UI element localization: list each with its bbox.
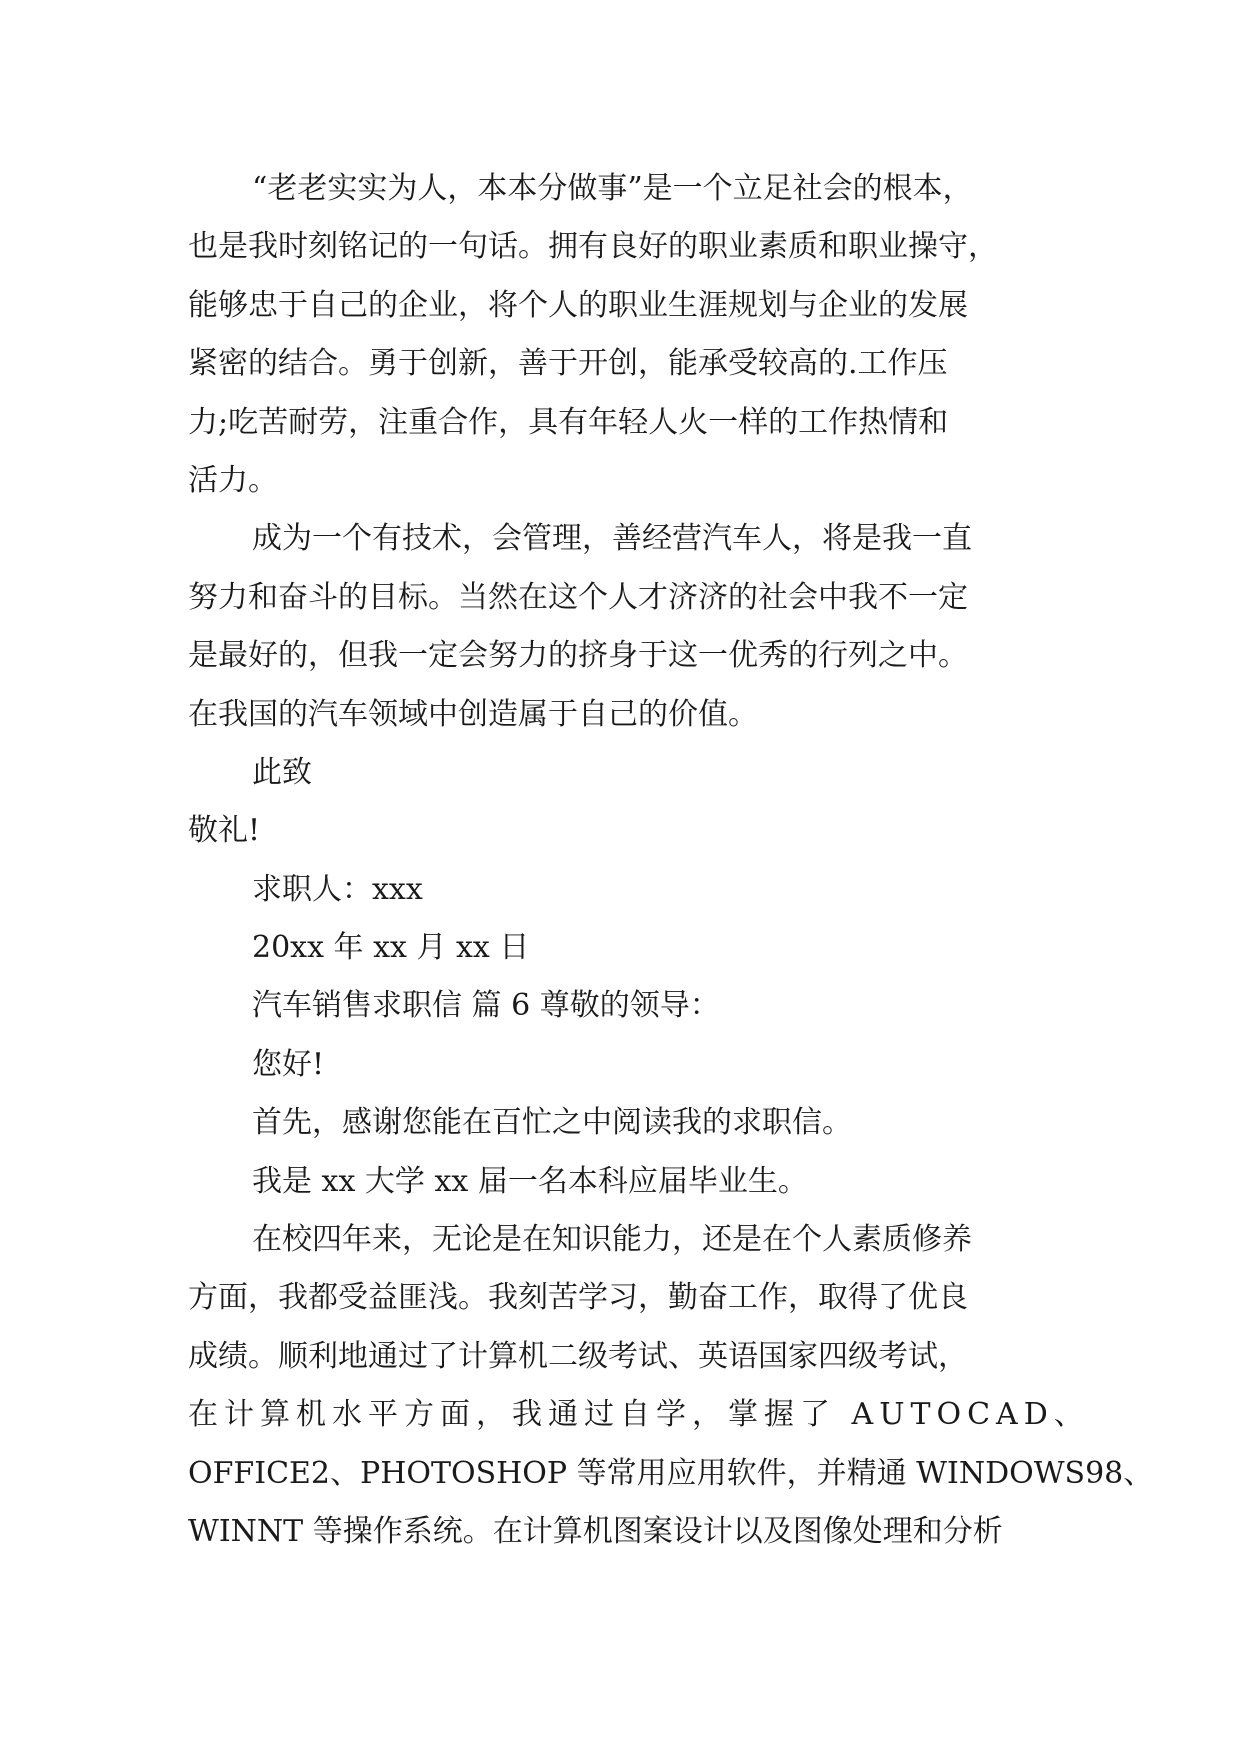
paragraph-line: OFFICE2、PHOTOSHOP 等常用应用软件，并精通 WINDOWS98、	[188, 1455, 1154, 1491]
paragraph-line: 是最好的，但我一定会努力的挤身于这一优秀的行列之中。	[188, 638, 968, 674]
letter-body	[188, 160, 1154, 1561]
greeting: 您好!	[252, 1046, 325, 1082]
paragraph-line: 也是我时刻铭记的一句话。拥有良好的职业素质和职业操守，	[188, 229, 998, 265]
paragraph-line: 力;吃苦耐劳，注重合作，具有年轻人火一样的工作热情和	[188, 404, 949, 440]
paragraph-line: 在我国的汽车领域中创造属于自己的价值。	[188, 696, 758, 732]
paragraph-line: 努力和奋斗的目标。当然在这个人才济济的社会中我不一定	[188, 579, 968, 615]
paragraph-line: 方面，我都受益匪浅。我刻苦学习，勤奋工作，取得了优良	[188, 1280, 968, 1316]
paragraph-line: 紧密的结合。勇于创新，善于开创，能承受较高的.工作压	[188, 346, 948, 382]
paragraph-line: 首先，感谢您能在百忙之中阅读我的求职信。	[252, 1105, 852, 1141]
paragraph-line: 在计算机水平方面，我通过自学，掌握了 AUTOCAD、	[188, 1397, 1090, 1433]
paragraph-line: 我是 xx 大学 xx 届一名本科应届毕业生。	[252, 1163, 808, 1199]
closing-salutation: 此致	[252, 754, 312, 790]
paragraph-line: 成为一个有技术，会管理，善经营汽车人，将是我一直	[252, 521, 972, 557]
paragraph-line: 能够忠于自己的企业，将个人的职业生涯规划与企业的发展	[188, 287, 968, 323]
paragraph-line: 在校四年来，无论是在知识能力，还是在个人素质修养	[252, 1222, 972, 1258]
section-heading: 汽车销售求职信 篇 6 尊敬的领导：	[252, 988, 720, 1024]
paragraph-line: “老老实实为人，本本分做事”是一个立足社会的根本，	[252, 171, 973, 206]
paragraph-line: WINNT 等操作系统。在计算机图案设计以及图像处理和分析	[188, 1513, 1003, 1549]
paragraph-line: 成绩。顺利地通过了计算机二级考试、英语国家四级考试，	[188, 1338, 968, 1374]
applicant-signature: 求职人：xxx	[252, 871, 423, 907]
paragraph-line: 活力。	[188, 462, 278, 498]
closing-regards: 敬礼!	[188, 813, 261, 849]
letter-date: 20xx 年 xx 月 xx 日	[252, 930, 530, 966]
